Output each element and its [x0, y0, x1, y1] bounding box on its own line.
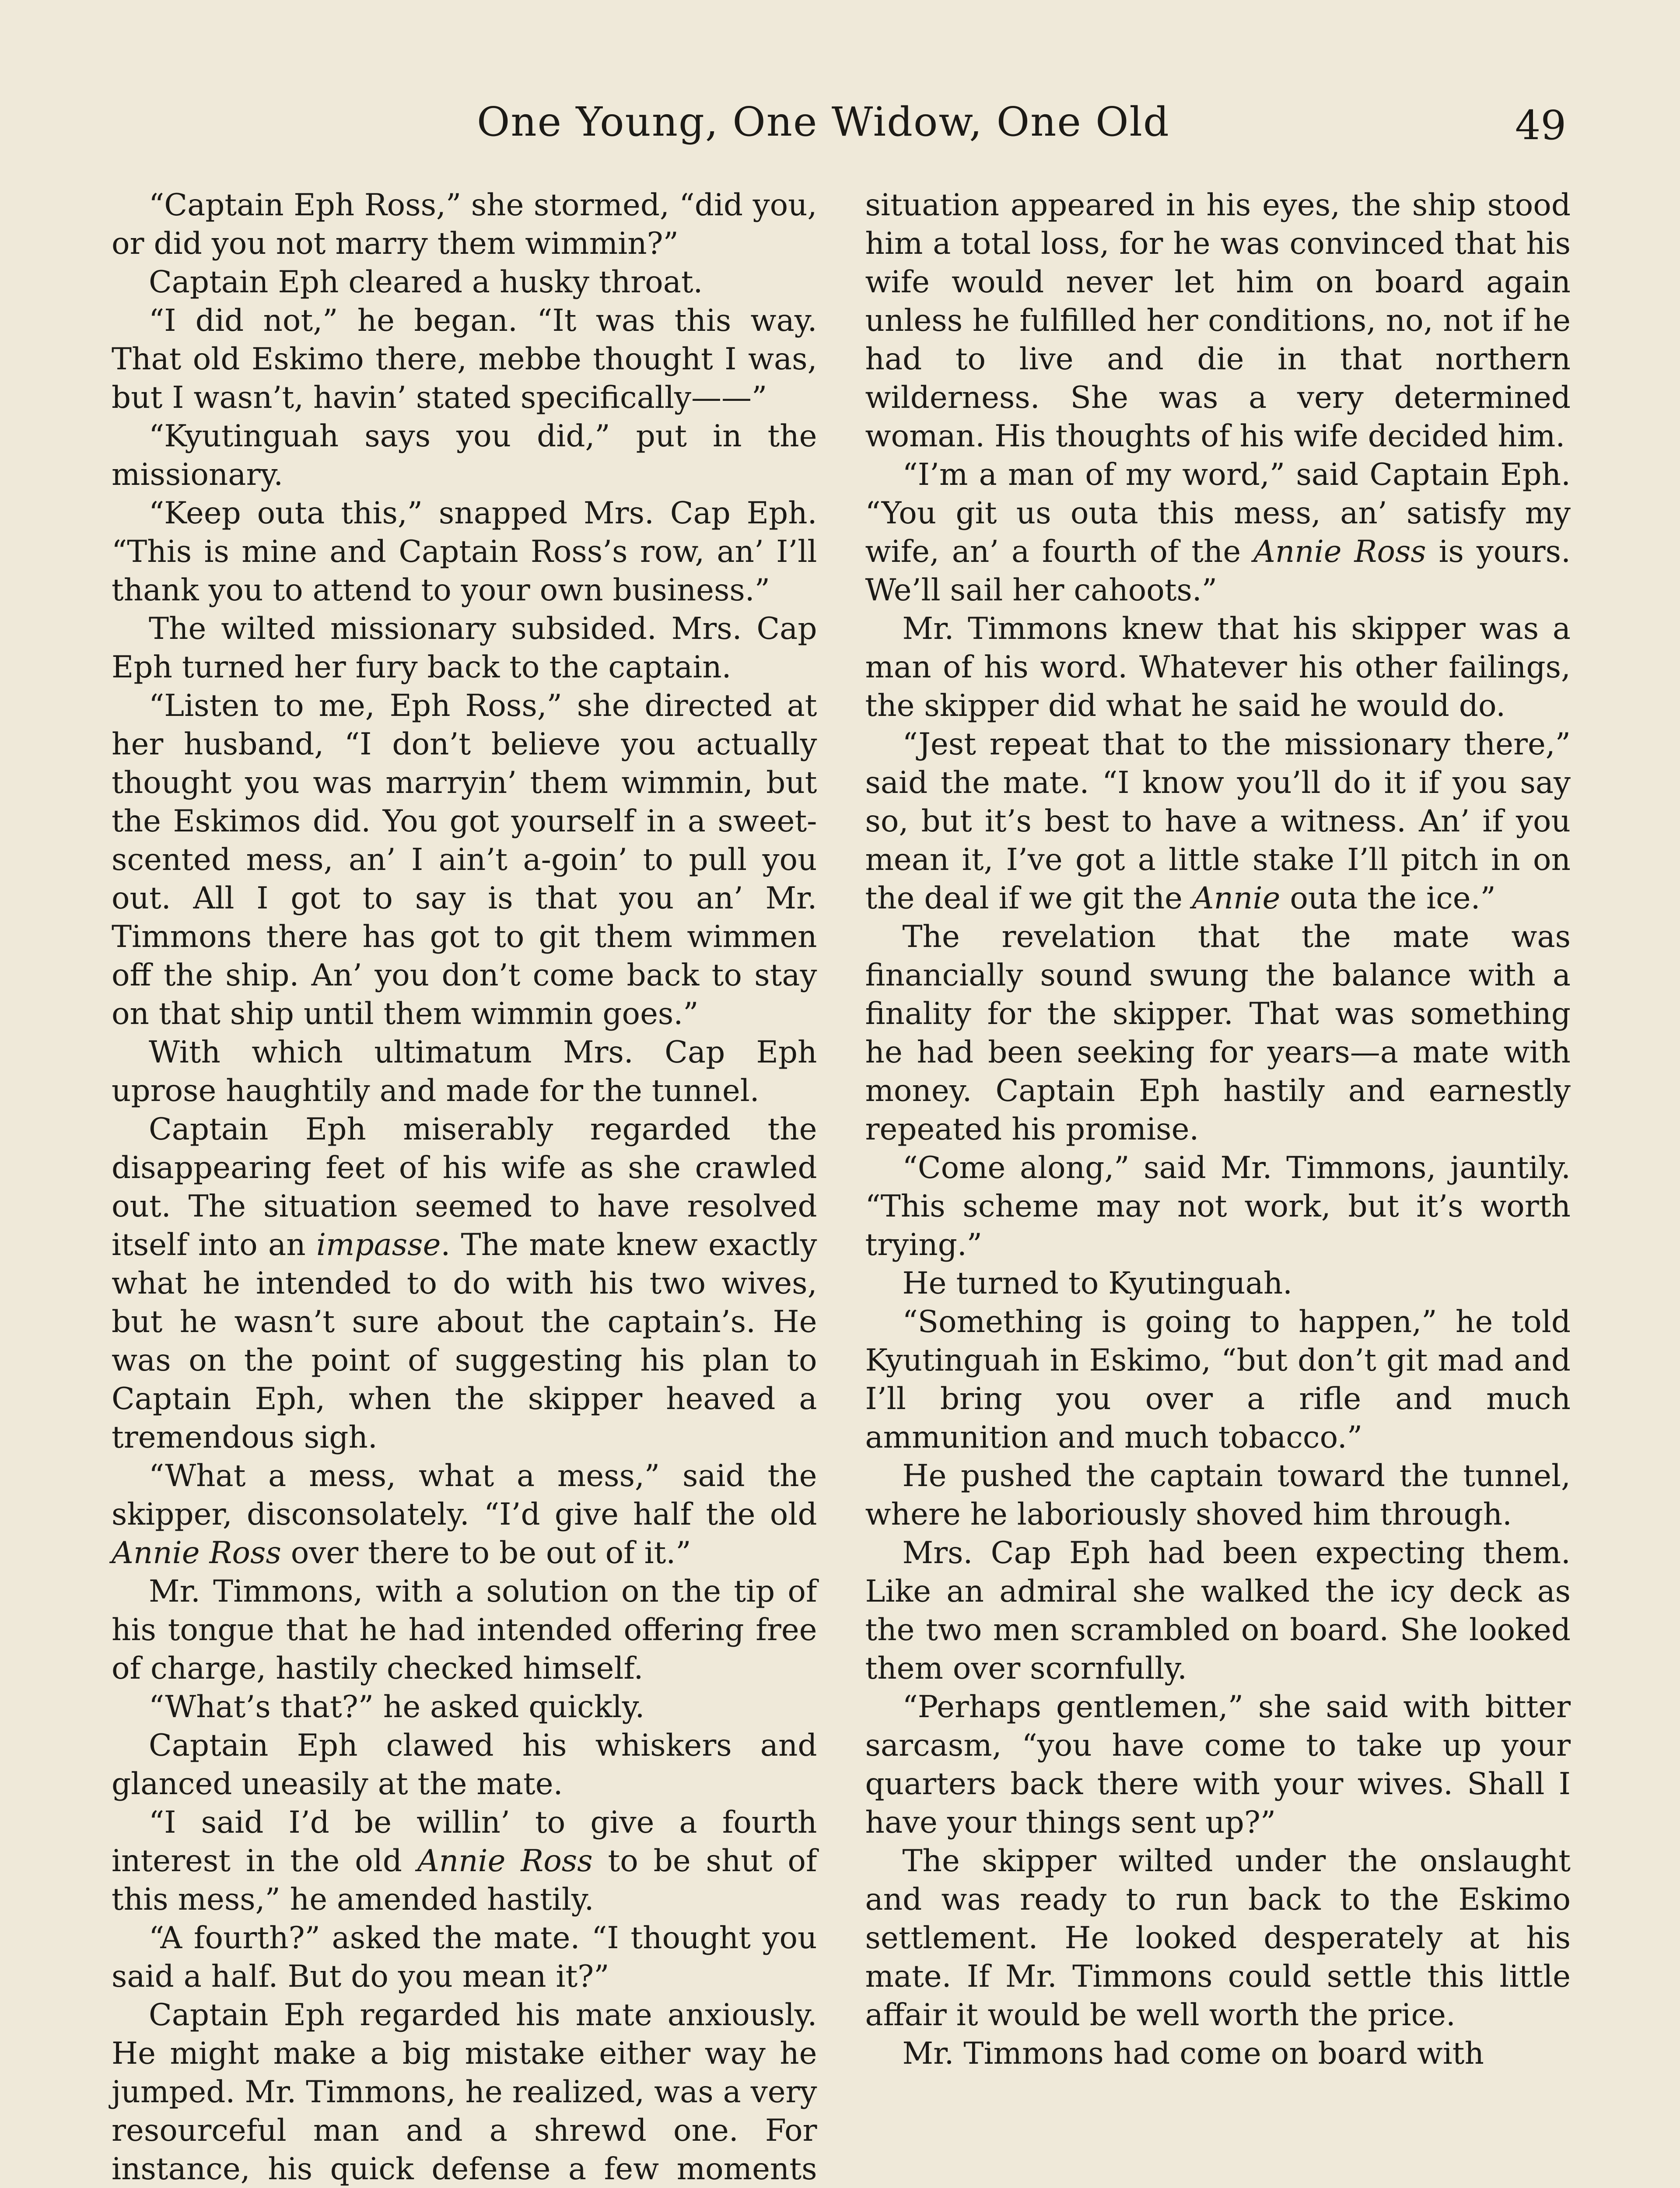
italic-title: Annie	[1192, 881, 1281, 916]
paragraph	[112, 263, 817, 302]
text-run: Captain Eph regarded his mate anxiously. He might make a big mistake either way he jumped. Mr. Timmons, he realized, was a very resourceful man and a shrewd one. For instance, his quick defense a few moments situation appeared in his eyes, the ship stood him a total loss, for he was convinced that his wife would never let him on board again unless he fulfilled her conditions, no, not if he had to live and die in that northern wilderness. She was a very determined woman. His thoughts of his wife decided him.	[112, 188, 1571, 2187]
text-run: The wilted missionary subsided. Mrs. Cap Eph turned her fury back to the captain.	[112, 611, 817, 685]
text-run: The skipper wilted under the onslaught and was ready to run back to the Eskimo settlement. He looked desperately at his mate. If Mr. Timmons could settle this little affair it would be well worth the price.	[865, 1844, 1571, 2033]
text-run: “I’m a man of my word,” said Captain Eph. “You git us outa this mess, an’ satisfy my wife, an’ a fourth of the	[865, 457, 1571, 569]
text-run: over there to be out of it.”	[281, 1536, 691, 1571]
paragraph	[865, 610, 1571, 725]
paragraph	[865, 1457, 1571, 1534]
text-run: He pushed the captain toward the tunnel, where he laboriously shoved him through.	[865, 1459, 1571, 1532]
text-run: He turned to Kyutinguah.	[902, 1266, 1293, 1301]
italic-title: Annie Ross	[112, 1536, 281, 1571]
paragraph	[112, 1803, 817, 1919]
italic-title: impasse	[316, 1227, 441, 1262]
paragraph	[112, 1688, 817, 1726]
paragraph	[865, 918, 1571, 1149]
italic-title: Annie Ross	[1253, 534, 1426, 569]
text-run: Captain Eph miserably regarded the disappearing feet of his wife as she crawled out. The situation seemed to have resolved itself into an	[112, 1112, 817, 1262]
text-run: to be shut of this mess,” he amended hastily.	[112, 1844, 817, 1917]
running-title: One Young, One Widow, One Old	[477, 98, 1170, 145]
paragraph	[112, 302, 817, 417]
text-run: Mr. Timmons knew that his skipper was a man of his word. Whatever his other failings, the skipper did what he said he would do.	[865, 611, 1571, 723]
text-run: “Keep outa this,” snapped Mrs. Cap Eph. “This is mine and Captain Ross’s row, an’ I’ll thank you to attend to your own business.”	[112, 496, 817, 608]
paragraph	[112, 1110, 817, 1457]
running-header	[477, 98, 1566, 147]
paragraph	[865, 1149, 1571, 1264]
italic-title: Annie Ross	[417, 1844, 593, 1879]
text-run: The revelation that the mate was financially sound swung the balance with a finality for the skipper. That was something he had been seeking for years—a mate with money. Captain Eph hastily and earnestly repeated his promise.	[865, 919, 1571, 1147]
text-run: Captain Eph clawed his whiskers and glanced uneasily at the mate.	[112, 1728, 817, 1802]
text-run: “Come along,” said Mr. Timmons, jauntily. “This scheme may not work, but it’s worth trying.”	[865, 1150, 1571, 1262]
paragraph	[112, 1033, 817, 1110]
paragraph	[865, 1264, 1571, 1303]
text-run: “Kyutinguah says you did,” put in the missionary.	[112, 419, 817, 492]
text-run: With which ultimatum Mrs. Cap Eph uprose haughtily and made for the tunnel.	[112, 1035, 817, 1108]
paragraph	[865, 725, 1571, 918]
paragraph	[112, 687, 817, 1033]
paragraph	[865, 1303, 1571, 1457]
paragraph	[112, 1457, 817, 1572]
paragraph	[865, 1842, 1571, 2034]
text-run: Mr. Timmons, with a solution on the tip of his tongue that he had intended offering free of charge, hastily checked himself.	[112, 1574, 817, 1686]
paragraph	[112, 186, 817, 263]
text-run: “Captain Eph Ross,” she stormed, “did you, or did you not marry them wimmin?”	[112, 188, 817, 261]
paragraph	[865, 456, 1571, 610]
text-run: “Listen to me, Eph Ross,” she directed at her husband, “I don’t believe you actually thought you was marryin’ them wimmin, but the Eskimos did. You got yourself in a sweet-scented mess, an’ I ain’t a-goin’ to pull you out. All I got to say is that you an’ Mr. Timmons there has got to git them wimmen off the ship. An’ you don’t come back to stay on that ship until them wimmin goes.”	[112, 688, 817, 1031]
paragraph	[112, 494, 817, 610]
text-run: . The mate knew exactly what he intended to do with his two wives, but he wasn’t sure about the captain’s. He was on the point of suggesting his plan to Captain Eph, when the skipper heaved a tremendous sigh.	[112, 1227, 817, 1455]
paragraph	[865, 1688, 1571, 1842]
page-number: 49	[1515, 102, 1566, 149]
text-run: Mrs. Cap Eph had been expecting them. Like an admiral she walked the icy deck as the two men scrambled on board. She looked them over scornfully.	[865, 1536, 1571, 1686]
paragraph	[112, 1572, 817, 1688]
text-run: “What a mess, what a mess,” said the skipper, disconsolately. “I’d give half the old	[112, 1459, 817, 1532]
paragraph	[112, 1919, 817, 1996]
text-run: “What’s that?” he asked quickly.	[149, 1690, 645, 1725]
paragraph	[865, 1534, 1571, 1688]
text-run: is yours. We’ll sail her cahoots.”	[865, 534, 1571, 608]
text-run: “Jest repeat that to the missionary there,” said the mate. “I know you’ll do it if you say so, but it’s best to have a witness. An’ if you mean it, I’ve got a little stake I’ll pitch in on the deal if we git the	[865, 727, 1571, 916]
paragraph	[865, 2034, 1571, 2073]
text-run: “Something is going to happen,” he told Kyutinguah in Eskimo, “but don’t git mad and I’ll bring you over a rifle and much ammunition and much tobacco.”	[865, 1304, 1571, 1455]
text-run: Captain Eph cleared a husky throat.	[149, 265, 703, 300]
story-text	[112, 186, 1571, 2188]
text-run: “Perhaps gentlemen,” she said with bitter sarcasm, “you have come to take up your quarters back there with your wives. Shall I have your things sent up?”	[865, 1690, 1571, 1840]
text-run: “I did not,” he began. “It was this way. That old Eskimo there, mebbe thought I was, but I wasn’t, havin’ stated specifically——”	[112, 303, 817, 415]
paragraph	[112, 610, 817, 687]
paragraph	[112, 417, 817, 494]
paragraph	[112, 1726, 817, 1803]
text-run: outa the ice.”	[1280, 881, 1496, 916]
text-run: “A fourth?” asked the mate. “I thought you said a half. But do you mean it?”	[112, 1921, 817, 1994]
text-run: “I said I’d be willin’ to give a fourth interest in the old	[112, 1805, 817, 1879]
text-run: Mr. Timmons had come on board with	[902, 2036, 1484, 2071]
